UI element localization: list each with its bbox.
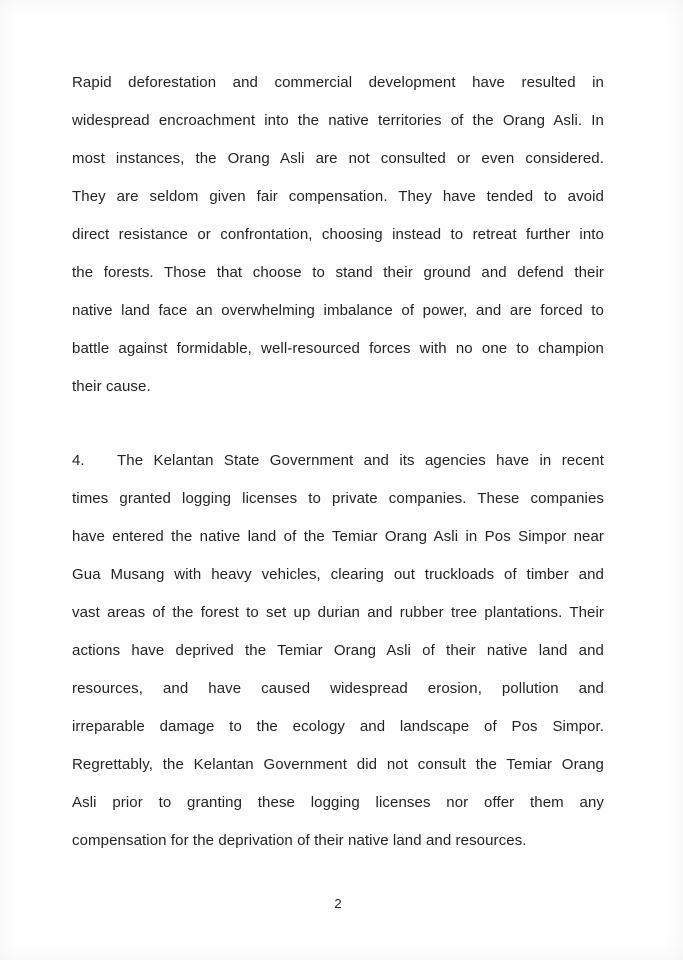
text-line: They are seldom given fair compensation. They have tended to avoid xyxy=(72,188,604,205)
text-line: native land face an overwhelming imbalance of power, and are forced to xyxy=(72,302,604,319)
paragraph-2 xyxy=(72,442,604,860)
page-number: 2 xyxy=(334,896,342,911)
text-line: widespread encroachment into the native territories of the Orang Asli. In xyxy=(72,112,604,129)
text-line: have entered the native land of the Temiar Orang Asli in Pos Simpor near xyxy=(72,528,604,545)
text-line: battle against formidable, well-resourced forces with no one to champion xyxy=(72,340,604,357)
text-line: actions have deprived the Temiar Orang Asli of their native land and xyxy=(72,642,604,659)
text-line: resources, and have caused widespread erosion, pollution and xyxy=(72,680,604,697)
text-line: times granted logging licenses to private companies. These companies xyxy=(72,490,604,507)
text-line: direct resistance or confrontation, choosing instead to retreat further into xyxy=(72,226,604,243)
text-line: compensation for the deprivation of their native land and resources. xyxy=(72,832,527,849)
text-line: Gua Musang with heavy vehicles, clearing out truckloads of timber and xyxy=(72,566,604,583)
text-line: Regrettably, the Kelantan Government did not consult the Temiar Orang xyxy=(72,756,604,773)
text-line: vast areas of the forest to set up durian and rubber tree plantations. Their xyxy=(72,604,604,621)
text-line: the forests. Those that choose to stand their ground and defend their xyxy=(72,264,604,281)
text-line: Rapid deforestation and commercial development have resulted in xyxy=(72,74,604,91)
numbered-text-line xyxy=(72,442,604,480)
paragraph-number: 4. xyxy=(72,452,85,469)
text-line: their cause. xyxy=(72,378,151,395)
paragraph-1 xyxy=(72,64,604,406)
text-line: The Kelantan State Government and its agencies have in recent xyxy=(117,452,604,469)
text-line: irreparable damage to the ecology and landscape of Pos Simpor. xyxy=(72,718,604,735)
text-column xyxy=(72,64,604,860)
text-line: most instances, the Orang Asli are not consulted or even considered. xyxy=(72,150,604,167)
text-line: Asli prior to granting these logging licenses nor offer them any xyxy=(72,794,604,811)
